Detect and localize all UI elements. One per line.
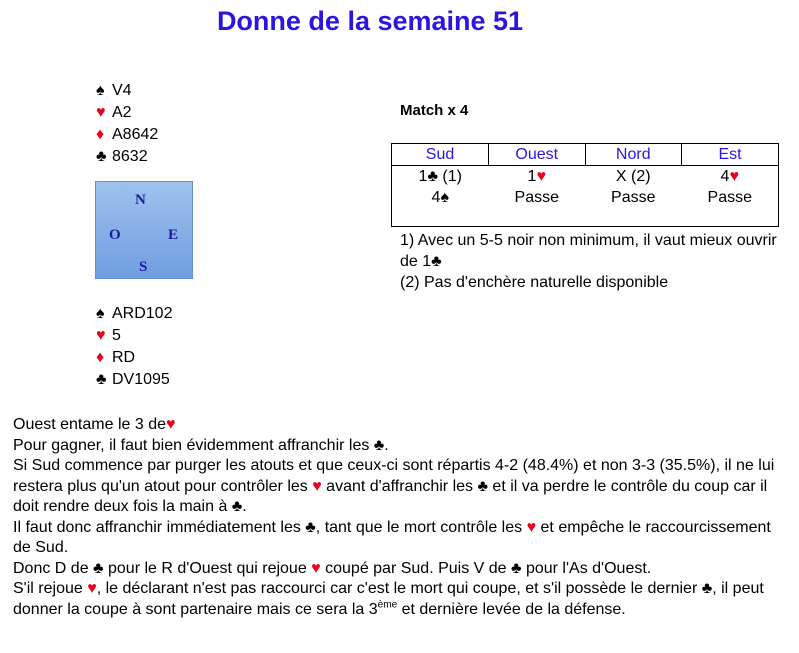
note-2: (2) Pas d'enchère naturelle disponible: [400, 274, 669, 291]
club-icon: ♣: [231, 498, 243, 515]
bid-ouest-1: 1♥: [527, 167, 546, 185]
south-clubs: ♣ DV1095: [96, 369, 172, 391]
diamond-icon: ♦: [96, 349, 105, 366]
club-icon: ♣: [96, 148, 107, 165]
bid-sud-2: 4♠: [431, 188, 449, 206]
paragraph: Ouest entame le 3 de♥: [13, 416, 176, 433]
paragraph: Il faut donc affranchir immédiatement les ♣, tant que le mort contrôle les ♥ et empêche le raccourcissement de Sud.: [13, 518, 771, 556]
match-label: Match x 4: [400, 102, 469, 119]
compass-south: S: [139, 259, 148, 275]
page-title: Donne de la semaine 51: [216, 6, 524, 36]
north-hand: [96, 80, 158, 168]
club-icon: ♣: [701, 580, 713, 597]
compass-box: [95, 181, 193, 279]
north-spades: ♠ V4: [96, 80, 158, 102]
bidding-notes: [400, 230, 780, 293]
paragraph: S'il rejoue ♥, le déclarant n'est pas raccourci car c'est le mort qui coupe, et s'il possède le dernier ♣, il peut donner la coupe à sont partenaire mais ce sera la 3ème et dernière levée de la défense.: [13, 580, 764, 618]
heart-icon: ♥: [96, 104, 106, 121]
compass-west: O: [109, 227, 121, 243]
bid-est-2: Passe: [707, 188, 752, 206]
spade-icon: ♠: [96, 82, 105, 99]
club-icon: ♣: [305, 518, 316, 536]
bid-nord-1: X (2): [615, 167, 651, 185]
bid-nord-2: Passe: [611, 188, 656, 206]
header-ouest: Ouest: [489, 144, 586, 166]
heart-icon: ♥: [311, 559, 321, 577]
north-diamonds: ♦ A8642: [96, 124, 158, 146]
paragraph: Si Sud commence par purger les atouts et que ceux-ci sont répartis 4-2 (48.4%) et non 3-3 (35.5%), il ne lui restera plus qu'un atout pour contrôler les ♥ avant d'affranchir les ♣ et il va perdre le contrôle du coup car il doit rendre deux fois la main à ♣.: [13, 457, 775, 515]
compass-east: E: [168, 227, 179, 243]
compass-north: N: [135, 192, 146, 208]
heart-icon: ♥: [96, 327, 106, 344]
bidding-row: [392, 187, 778, 208]
header-sud: Sud: [392, 144, 489, 166]
bid-est-1: 4♥: [720, 167, 739, 185]
heart-icon: ♥: [536, 167, 546, 185]
bidding-table: [392, 143, 778, 208]
club-icon: ♣: [373, 436, 385, 454]
bidding-row: [392, 166, 778, 188]
north-hearts: ♥ A2: [96, 102, 158, 124]
header-est: Est: [682, 144, 779, 166]
spade-icon: ♠: [96, 305, 105, 322]
header-nord: Nord: [585, 144, 682, 166]
bid-ouest-2: Passe: [514, 188, 559, 206]
heart-icon: ♥: [312, 477, 322, 495]
heart-icon: ♥: [729, 167, 739, 185]
heart-icon: ♥: [87, 580, 97, 597]
south-diamonds: ♦ RD: [96, 347, 172, 369]
club-icon: ♣: [511, 559, 522, 577]
bidding-header: [392, 144, 778, 166]
south-hearts: ♥ 5: [96, 325, 172, 347]
bid-sud-1: 1♣ (1): [418, 167, 462, 185]
south-hand: [96, 303, 172, 391]
club-icon: ♣: [93, 559, 104, 577]
spade-icon: ♠: [440, 188, 449, 206]
club-icon: ♣: [96, 371, 107, 388]
heart-icon: ♥: [165, 416, 176, 433]
paragraph: Pour gagner, il faut bien évidemment affranchir les ♣.: [13, 436, 389, 454]
diamond-icon: ♦: [96, 126, 105, 143]
paragraph: Donc D de ♣ pour le R d'Ouest qui rejoue ♥ coupé par Sud. Puis V de ♣ pour l'As d'Ouest.: [13, 559, 652, 577]
south-spades: ♠ ARD102: [96, 303, 172, 325]
note-1: 1) Avec un 5-5 noir non minimum, il vaut mieux ouvrir de 1♣: [400, 232, 777, 270]
club-icon: ♣: [477, 477, 488, 495]
club-icon: ♣: [431, 253, 442, 270]
north-clubs: ♣ 8632: [96, 146, 158, 168]
commentary: [13, 415, 788, 620]
heart-icon: ♥: [526, 518, 537, 536]
